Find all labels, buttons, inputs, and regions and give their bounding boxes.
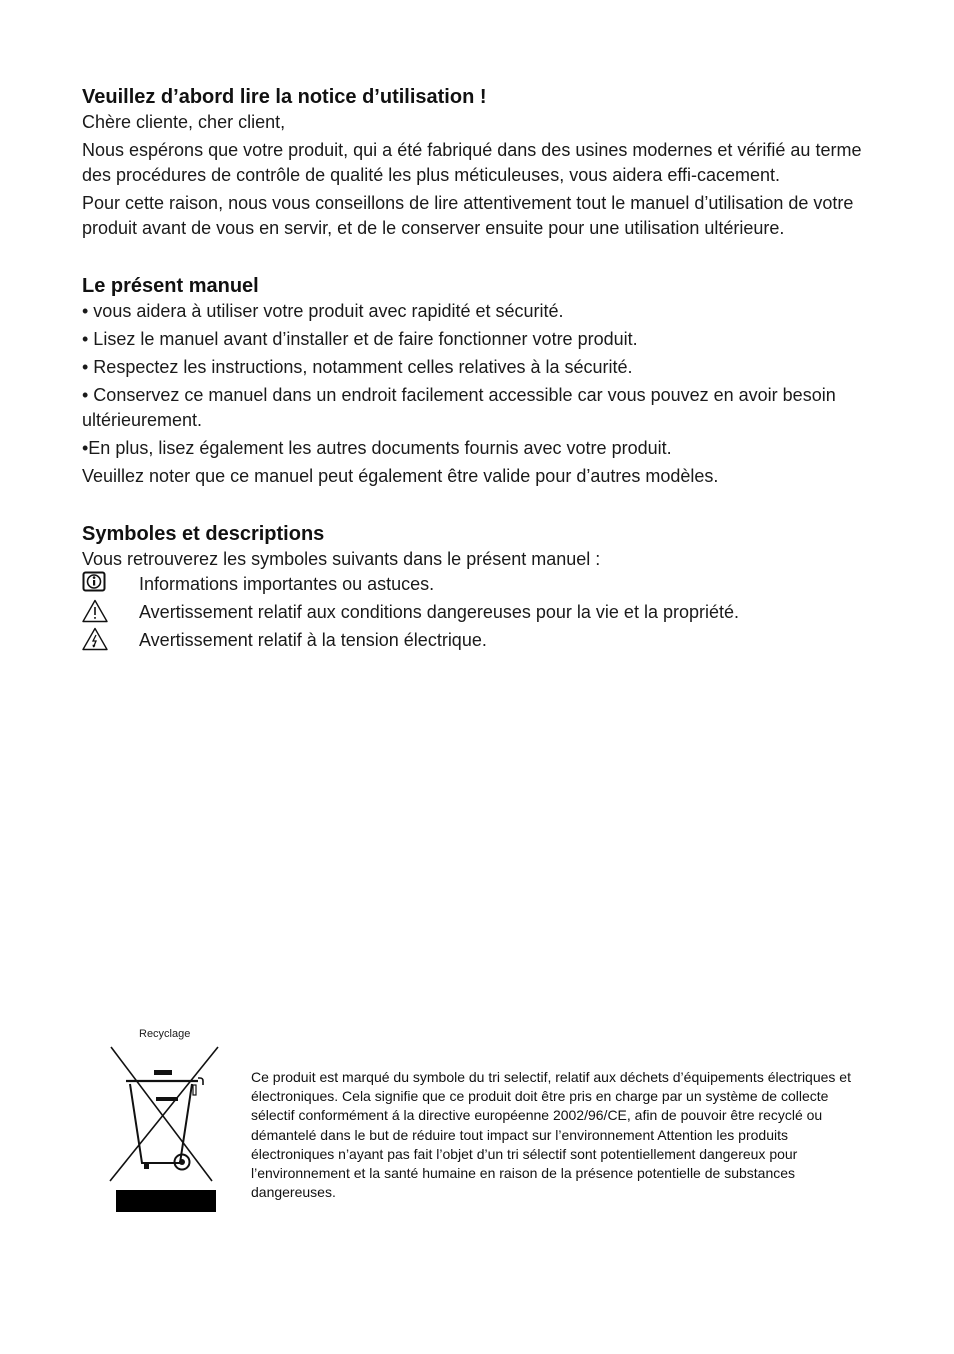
manual-note: Veuillez noter que ce manuel peut également être valide pour d’autres modèles. xyxy=(82,466,719,486)
intro-paragraph-2: Pour cette raison, nous vous conseillons de lire attentivement tout le manuel d’utilisation de votre produit avant de vous en servir, et de le conserver ensuite pour une utilisation ultérieure. xyxy=(82,193,854,238)
symbol-row-info xyxy=(82,572,872,600)
symbols-heading: Symboles et descriptions xyxy=(82,523,325,545)
symbol-electric-text: Avertissement relatif à la tension électrique. xyxy=(139,630,487,650)
bin-underline-bar xyxy=(116,1190,216,1212)
manual-bullet-1: • vous aidera à utiliser votre produit avec rapidité et sécurité. xyxy=(82,301,564,321)
manual-page xyxy=(82,84,872,656)
symbol-warning-text: Avertissement relatif aux conditions dangereuses pour la vie et la propriété. xyxy=(139,602,740,622)
electric-warning-icon xyxy=(82,627,108,651)
manual-bullet-3: • Respectez les instructions, notamment celles relatives à la sécurité. xyxy=(82,357,633,377)
manual-bullet-2: • Lisez le manuel avant d’installer et de faire fonctionner votre produit. xyxy=(82,329,638,349)
manual-heading: Le présent manuel xyxy=(82,275,259,297)
symbol-row-electric xyxy=(82,628,872,656)
symbols-intro: Vous retrouverez les symboles suivants dans le présent manuel : xyxy=(82,549,601,569)
symbol-row-warning xyxy=(82,600,872,628)
info-icon xyxy=(82,571,108,595)
intro-paragraph-1: Nous espérons que votre produit, qui a été fabriqué dans des usines modernes et vérifié au terme des procédures de contrôle de qualité les plus méticuleuses, vous aidera effi-cacement. xyxy=(82,140,862,185)
warning-icon xyxy=(82,599,108,623)
symbol-info-text: Informations importantes ou astuces. xyxy=(139,574,435,594)
crossed-bin-icon xyxy=(108,1045,220,1187)
salutation: Chère cliente, cher client, xyxy=(82,112,286,132)
manual-bullet-4: • Conservez ce manuel dans un endroit facilement accessible car vous pouvez en avoir besoin ultérieurement. xyxy=(82,385,836,430)
recycling-label: Recyclage xyxy=(139,1028,191,1040)
manual-bullet-5: •En plus, lisez également les autres documents fournis avec votre produit. xyxy=(82,438,672,458)
recycling-text: Ce produit est marqué du symbole du tri selectif, relatif aux déchets d’équipements électriques et électroniques. Cela signifie que ce produit doit être pris en charge par un système de collecte sélectif conformément á la directive européenne 2002/96/CE, afin de pouvoir être recyclé ou démantelé dans le but de réduire tout impact sur l’environnement Attention les produits électroniques n’ayant pas fait l’objet d’un tri sélectif sont potentiellement dangereux pour l’environnement et la santé humaine en raison de la présence potentielle de substances dangereuses. xyxy=(251,1069,851,1201)
intro-heading: Veuillez d’abord lire la notice d’utilisation ! xyxy=(82,86,487,108)
